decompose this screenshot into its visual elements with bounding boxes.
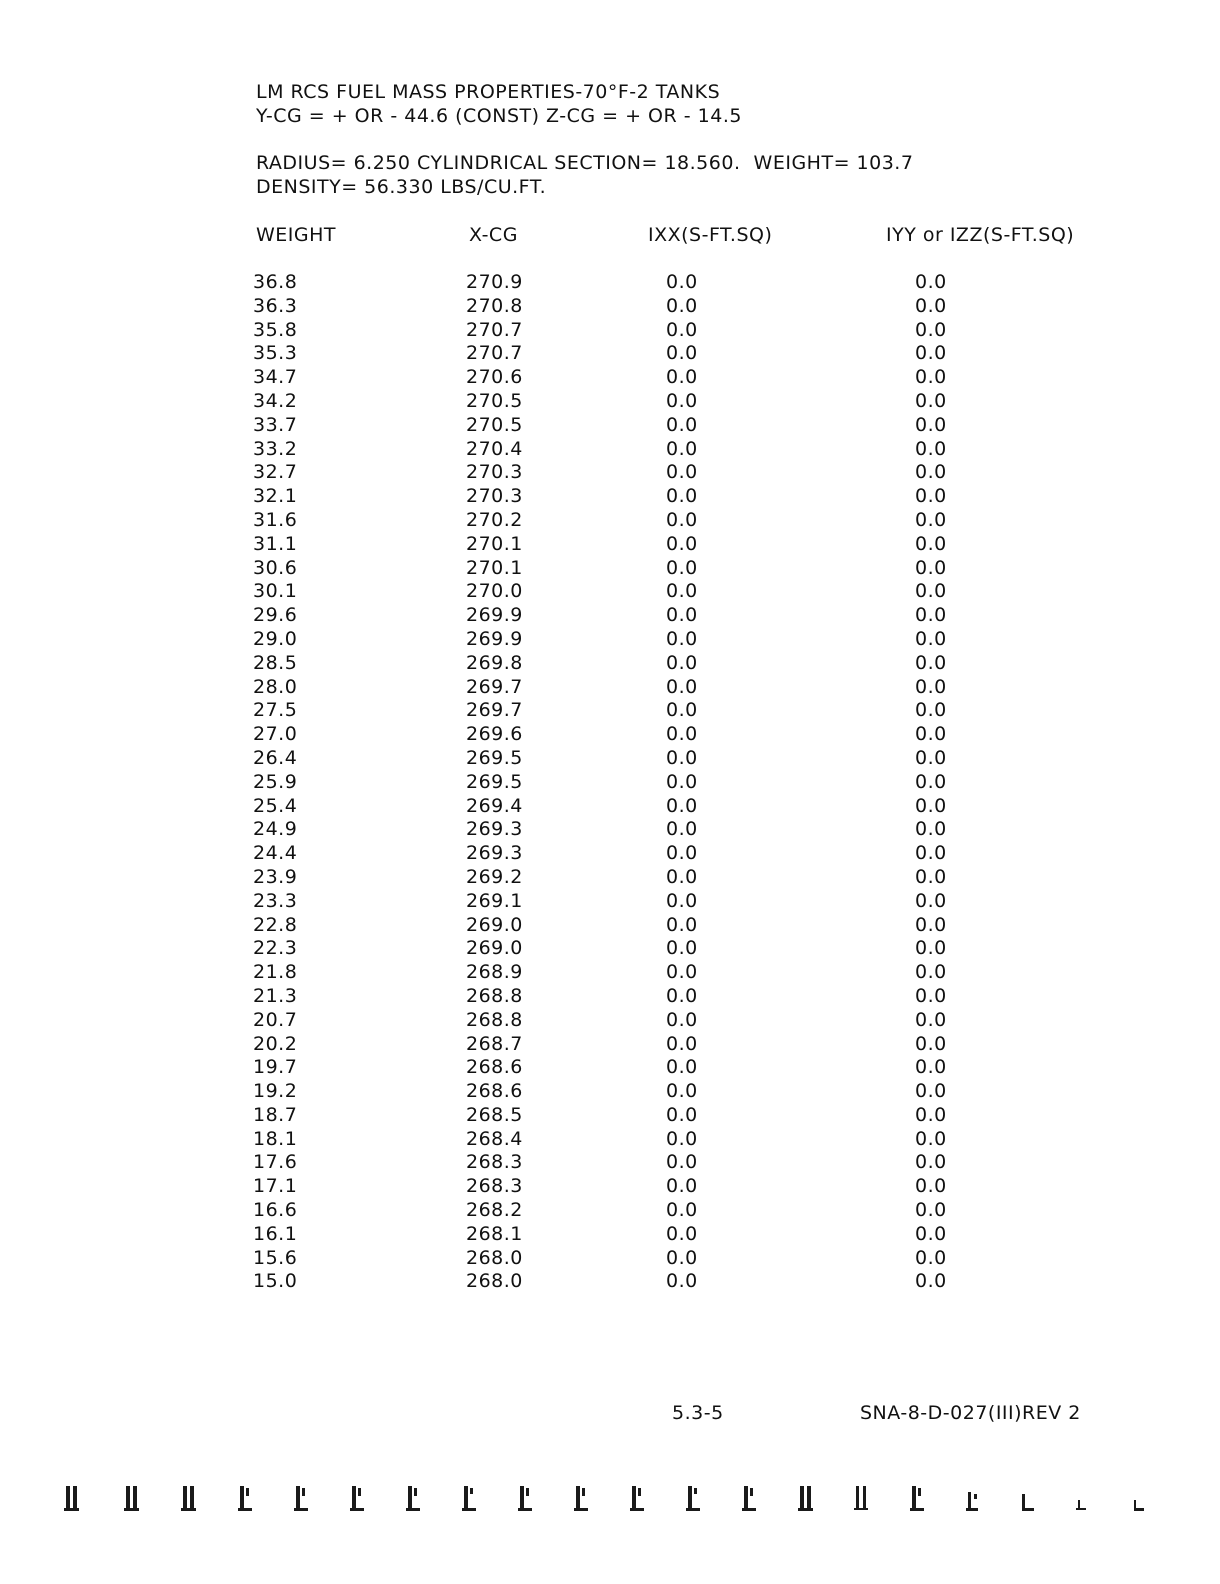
ixx-cell: 0.0 [666,1008,698,1031]
table-row [0,1080,1220,1104]
ixx-cell: 0.0 [666,1032,698,1055]
x-cg-cell: 269.4 [466,794,523,817]
ixx-cell: 0.0 [666,913,698,936]
x-cg-cell: 270.3 [466,485,523,508]
ixx-cell: 0.0 [666,1199,698,1222]
x-cg-cell: 268.6 [466,1056,523,1079]
iyy-izz-cell: 0.0 [915,294,947,317]
weight-cell: 35.8 [253,318,298,341]
column-header-iyy-izz: IYY or IZZ(S-FT.SQ) [886,224,1075,246]
ixx-cell: 0.0 [666,318,698,341]
table-row [0,1270,1220,1294]
iyy-izz-cell: 0.0 [915,818,947,841]
ixx-cell: 0.0 [666,604,698,627]
x-cg-cell: 268.1 [466,1222,523,1245]
weight-cell: 32.7 [253,461,298,484]
table-row [0,271,1220,295]
iyy-izz-cell: 0.0 [915,627,947,650]
iyy-izz-cell: 0.0 [915,1008,947,1031]
weight-cell: 16.6 [253,1199,298,1222]
table-row [0,1247,1220,1271]
ixx-cell: 0.0 [666,1151,698,1174]
weight-cell: 16.1 [253,1222,298,1245]
x-cg-cell: 270.5 [466,389,523,412]
ixx-cell: 0.0 [666,723,698,746]
weight-cell: 21.3 [253,984,298,1007]
tank-geometry-line: RADIUS= 6.250 CYLINDRICAL SECTION= 18.560. WEIGHT= 103.7 [256,152,914,174]
x-cg-cell: 270.4 [466,437,523,460]
iyy-izz-cell: 0.0 [915,318,947,341]
column-header-ixx: IXX(S-FT.SQ) [648,224,773,246]
x-cg-cell: 269.3 [466,842,523,865]
weight-cell: 33.2 [253,437,298,460]
table-row [0,985,1220,1009]
iyy-izz-cell: 0.0 [915,1056,947,1079]
iyy-izz-cell: 0.0 [915,746,947,769]
weight-cell: 17.1 [253,1175,298,1198]
column-header-x-cg: X-CG [469,224,518,246]
ixx-cell: 0.0 [666,485,698,508]
table-row [0,342,1220,366]
x-cg-cell: 269.9 [466,627,523,650]
weight-cell: 24.9 [253,818,298,841]
weight-cell: 30.6 [253,556,298,579]
weight-cell: 24.4 [253,842,298,865]
ixx-cell: 0.0 [666,865,698,888]
x-cg-cell: 270.8 [466,294,523,317]
iyy-izz-cell: 0.0 [915,580,947,603]
iyy-izz-cell: 0.0 [915,1199,947,1222]
iyy-izz-cell: 0.0 [915,508,947,531]
weight-cell: 19.7 [253,1056,298,1079]
ixx-cell: 0.0 [666,1246,698,1269]
table-row [0,580,1220,604]
ixx-cell: 0.0 [666,461,698,484]
weight-cell: 22.8 [253,913,298,936]
ixx-cell: 0.0 [666,389,698,412]
ixx-cell: 0.0 [666,413,698,436]
ixx-cell: 0.0 [666,627,698,650]
ixx-cell: 0.0 [666,437,698,460]
table-row [0,390,1220,414]
table-row [0,1199,1220,1223]
x-cg-cell: 269.0 [466,937,523,960]
weight-cell: 27.0 [253,723,298,746]
iyy-izz-cell: 0.0 [915,342,947,365]
iyy-izz-cell: 0.0 [915,1127,947,1150]
weight-cell: 22.3 [253,937,298,960]
iyy-izz-cell: 0.0 [915,889,947,912]
iyy-izz-cell: 0.0 [915,604,947,627]
iyy-izz-cell: 0.0 [915,984,947,1007]
x-cg-cell: 270.1 [466,532,523,555]
weight-cell: 17.6 [253,1151,298,1174]
ixx-cell: 0.0 [666,889,698,912]
table-row [0,319,1220,343]
weight-cell: 32.1 [253,485,298,508]
table-row [0,1056,1220,1080]
iyy-izz-cell: 0.0 [915,651,947,674]
weight-cell: 34.2 [253,389,298,412]
iyy-izz-cell: 0.0 [915,461,947,484]
ixx-cell: 0.0 [666,794,698,817]
table-row [0,1175,1220,1199]
iyy-izz-cell: 0.0 [915,1246,947,1269]
iyy-izz-cell: 0.0 [915,1270,947,1293]
iyy-izz-cell: 0.0 [915,842,947,865]
iyy-izz-cell: 0.0 [915,1222,947,1245]
weight-cell: 31.1 [253,532,298,555]
x-cg-cell: 269.9 [466,604,523,627]
x-cg-cell: 268.7 [466,1032,523,1055]
cg-constants-line: Y-CG = + OR - 44.6 (CONST) Z-CG = + OR - 14.5 [256,105,742,127]
table-row [0,461,1220,485]
table-row [0,961,1220,985]
x-cg-cell: 268.8 [466,984,523,1007]
x-cg-cell: 268.9 [466,961,523,984]
table-row [0,676,1220,700]
table-row [0,628,1220,652]
iyy-izz-cell: 0.0 [915,271,947,293]
table-row [0,699,1220,723]
document-id: SNA-8-D-027(III)REV 2 [860,1402,1081,1424]
table-row [0,1104,1220,1128]
table-row [0,1033,1220,1057]
ixx-cell: 0.0 [666,818,698,841]
x-cg-cell: 268.0 [466,1270,523,1293]
ixx-cell: 0.0 [666,937,698,960]
ixx-cell: 0.0 [666,366,698,389]
x-cg-cell: 269.3 [466,818,523,841]
weight-cell: 18.7 [253,1103,298,1126]
table-row [0,937,1220,961]
iyy-izz-cell: 0.0 [915,961,947,984]
table-row [0,485,1220,509]
x-cg-cell: 268.0 [466,1246,523,1269]
weight-cell: 27.5 [253,699,298,722]
x-cg-cell: 268.4 [466,1127,523,1150]
x-cg-cell: 269.7 [466,675,523,698]
table-row [0,795,1220,819]
x-cg-cell: 270.9 [466,271,523,293]
x-cg-cell: 269.5 [466,746,523,769]
iyy-izz-cell: 0.0 [915,675,947,698]
weight-cell: 31.6 [253,508,298,531]
ixx-cell: 0.0 [666,675,698,698]
table-row [0,438,1220,462]
x-cg-cell: 269.2 [466,865,523,888]
ixx-cell: 0.0 [666,961,698,984]
x-cg-cell: 268.3 [466,1175,523,1198]
ixx-cell: 0.0 [666,651,698,674]
x-cg-cell: 270.0 [466,580,523,603]
weight-cell: 20.2 [253,1032,298,1055]
ixx-cell: 0.0 [666,271,698,293]
weight-cell: 36.3 [253,294,298,317]
weight-cell: 36.8 [253,271,298,293]
ixx-cell: 0.0 [666,1080,698,1103]
table-row [0,842,1220,866]
ixx-cell: 0.0 [666,746,698,769]
iyy-izz-cell: 0.0 [915,413,947,436]
table-row [0,1009,1220,1033]
table-row [0,723,1220,747]
iyy-izz-cell: 0.0 [915,770,947,793]
iyy-izz-cell: 0.0 [915,699,947,722]
ixx-cell: 0.0 [666,984,698,1007]
ixx-cell: 0.0 [666,1127,698,1150]
film-marks-graphic [60,1480,1160,1520]
x-cg-cell: 270.3 [466,461,523,484]
table-row [0,890,1220,914]
table-row [0,1223,1220,1247]
ixx-cell: 0.0 [666,1270,698,1293]
ixx-cell: 0.0 [666,294,698,317]
film-strip-marks [60,1480,1160,1520]
x-cg-cell: 268.5 [466,1103,523,1126]
weight-cell: 21.8 [253,961,298,984]
page-number: 5.3-5 [672,1402,724,1424]
table-row [0,295,1220,319]
column-header-weight: WEIGHT [256,224,337,246]
table-row [0,771,1220,795]
table-row [0,533,1220,557]
ixx-cell: 0.0 [666,556,698,579]
ixx-cell: 0.0 [666,532,698,555]
table-row [0,1128,1220,1152]
document-title: LM RCS FUEL MASS PROPERTIES-70°F-2 TANKS [256,81,721,103]
x-cg-cell: 270.7 [466,342,523,365]
x-cg-cell: 270.2 [466,508,523,531]
weight-cell: 26.4 [253,746,298,769]
table-row [0,509,1220,533]
ixx-cell: 0.0 [666,770,698,793]
weight-cell: 28.5 [253,651,298,674]
table-row [0,818,1220,842]
x-cg-cell: 269.1 [466,889,523,912]
ixx-cell: 0.0 [666,1103,698,1126]
iyy-izz-cell: 0.0 [915,1032,947,1055]
table-row [0,366,1220,390]
weight-cell: 25.4 [253,794,298,817]
x-cg-cell: 270.1 [466,556,523,579]
iyy-izz-cell: 0.0 [915,1103,947,1126]
x-cg-cell: 268.8 [466,1008,523,1031]
table-row [0,414,1220,438]
weight-cell: 25.9 [253,770,298,793]
ixx-cell: 0.0 [666,1056,698,1079]
weight-cell: 20.7 [253,1008,298,1031]
ixx-cell: 0.0 [666,508,698,531]
weight-cell: 30.1 [253,580,298,603]
table-row [0,914,1220,938]
ixx-cell: 0.0 [666,1222,698,1245]
weight-cell: 29.6 [253,604,298,627]
table-row [0,866,1220,890]
weight-cell: 19.2 [253,1080,298,1103]
weight-cell: 15.6 [253,1246,298,1269]
iyy-izz-cell: 0.0 [915,913,947,936]
weight-cell: 34.7 [253,366,298,389]
table-row [0,747,1220,771]
x-cg-cell: 268.3 [466,1151,523,1174]
iyy-izz-cell: 0.0 [915,794,947,817]
table-row [0,557,1220,581]
ixx-cell: 0.0 [666,580,698,603]
mass-properties-table [0,271,1220,1294]
weight-cell: 29.0 [253,627,298,650]
iyy-izz-cell: 0.0 [915,937,947,960]
x-cg-cell: 270.6 [466,366,523,389]
iyy-izz-cell: 0.0 [915,366,947,389]
iyy-izz-cell: 0.0 [915,1151,947,1174]
iyy-izz-cell: 0.0 [915,1175,947,1198]
x-cg-cell: 268.6 [466,1080,523,1103]
x-cg-cell: 269.8 [466,651,523,674]
table-row [0,652,1220,676]
density-line: DENSITY= 56.330 LBS/CU.FT. [256,176,547,198]
x-cg-cell: 269.0 [466,913,523,936]
x-cg-cell: 269.7 [466,699,523,722]
ixx-cell: 0.0 [666,1175,698,1198]
ixx-cell: 0.0 [666,342,698,365]
x-cg-cell: 270.5 [466,413,523,436]
weight-cell: 33.7 [253,413,298,436]
x-cg-cell: 269.5 [466,770,523,793]
weight-cell: 23.3 [253,889,298,912]
iyy-izz-cell: 0.0 [915,437,947,460]
x-cg-cell: 269.6 [466,723,523,746]
x-cg-cell: 268.2 [466,1199,523,1222]
iyy-izz-cell: 0.0 [915,865,947,888]
ixx-cell: 0.0 [666,699,698,722]
iyy-izz-cell: 0.0 [915,723,947,746]
ixx-cell: 0.0 [666,842,698,865]
weight-cell: 28.0 [253,675,298,698]
iyy-izz-cell: 0.0 [915,485,947,508]
x-cg-cell: 270.7 [466,318,523,341]
table-row [0,1151,1220,1175]
iyy-izz-cell: 0.0 [915,1080,947,1103]
weight-cell: 18.1 [253,1127,298,1150]
weight-cell: 35.3 [253,342,298,365]
iyy-izz-cell: 0.0 [915,389,947,412]
iyy-izz-cell: 0.0 [915,532,947,555]
iyy-izz-cell: 0.0 [915,556,947,579]
weight-cell: 23.9 [253,865,298,888]
weight-cell: 15.0 [253,1270,298,1293]
table-row [0,604,1220,628]
